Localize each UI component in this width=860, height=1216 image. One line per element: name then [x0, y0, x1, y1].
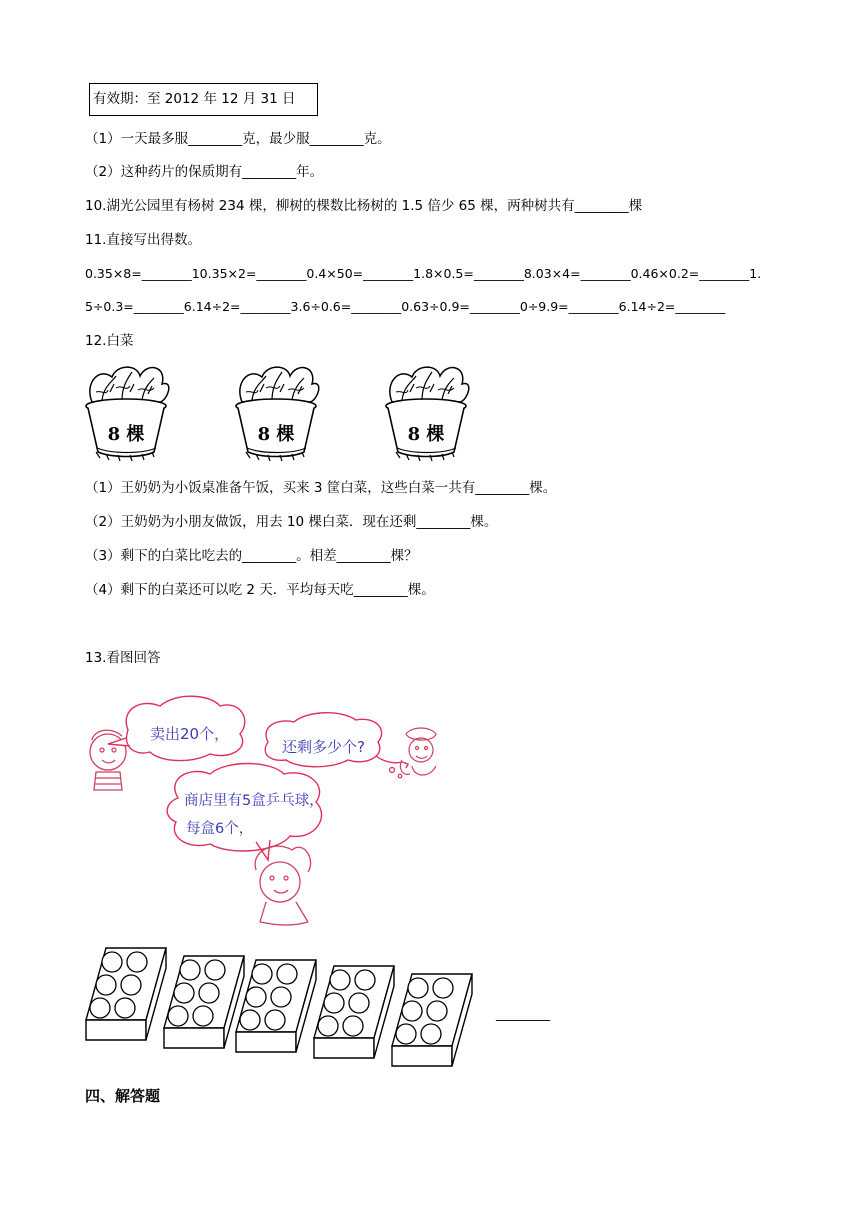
q9-part1: （1）一天最多服________克，最少服________克。: [85, 131, 391, 147]
q11-title: 11.直接写出得数。: [85, 232, 201, 248]
pingpong-box-1: [86, 948, 166, 1040]
pingpong-box-2: [164, 956, 244, 1048]
basket-1-label: 8 棵: [107, 424, 145, 445]
section4-heading: 四、解答题: [85, 1087, 161, 1105]
bubble1-text: 卖出20个，: [150, 725, 230, 743]
basket-3: [386, 367, 469, 461]
q12-part3: （3）剩下的白菜比吃去的________。相差________棵？: [85, 548, 418, 564]
q9-part2: （2）这种药片的保质期有________年。: [85, 164, 324, 180]
basket-1: [86, 367, 169, 461]
expiry-box: [89, 83, 318, 116]
q13-answer-blank: ________: [496, 1006, 550, 1022]
pingpong-box-3: [236, 960, 316, 1052]
expiry-text: 有效期：至 2012 年 12 月 31 日: [93, 91, 296, 107]
q12-part4: （4）剩下的白菜还可以吃 2 天．平均每天吃________棵。: [85, 582, 435, 598]
shop-clerk-icon: [400, 728, 436, 775]
pingpong-box-4: [314, 966, 394, 1058]
q11-line2: 5÷0.3=________6.14÷2=________3.6÷0.6=________0.63÷0.9=________0÷9.9=________6.14÷2=________: [85, 299, 726, 314]
q10-text: 10.湖光公园里有杨树 234 棵，柳树的棵数比杨树的 1.5 倍少 65 棵，两种树共有________棵: [85, 198, 643, 214]
q13-title: 13.看图回答: [85, 650, 161, 666]
q12-title: 12.白菜: [85, 333, 134, 349]
basket-3-label: 8 棵: [407, 424, 445, 445]
pingpong-box-5: [392, 974, 472, 1066]
q12-part2: （2）王奶奶为小朋友做饭，用去 10 棵白菜．现在还剩________棵。: [85, 514, 498, 530]
speech-bubbles-figure: [80, 690, 460, 930]
pingpong-boxes-figure: [84, 938, 564, 1074]
bubble3-line1: 商店里有5盒乒乓球，: [184, 793, 324, 809]
cabbage-baskets-figure: [82, 362, 482, 472]
basket-2: [236, 367, 319, 461]
speech-bubble-shop: [167, 764, 321, 861]
q12-part1: （1）王奶奶为小饭桌准备午饭，买来 3 筐白菜，这些白菜一共有________棵。: [85, 480, 557, 496]
basket-2-label: 8 棵: [257, 424, 295, 445]
bubble3-line2: 每盒6个，: [186, 821, 254, 837]
boy-bottom-icon: [255, 846, 310, 925]
q11-line1: 0.35×8=________10.35×2=________0.4×50=________1.8×0.5=________8.03×4=________0.46×0.2=________1.: [85, 266, 762, 281]
bubble2-text: 还剩多少个?: [282, 738, 365, 756]
